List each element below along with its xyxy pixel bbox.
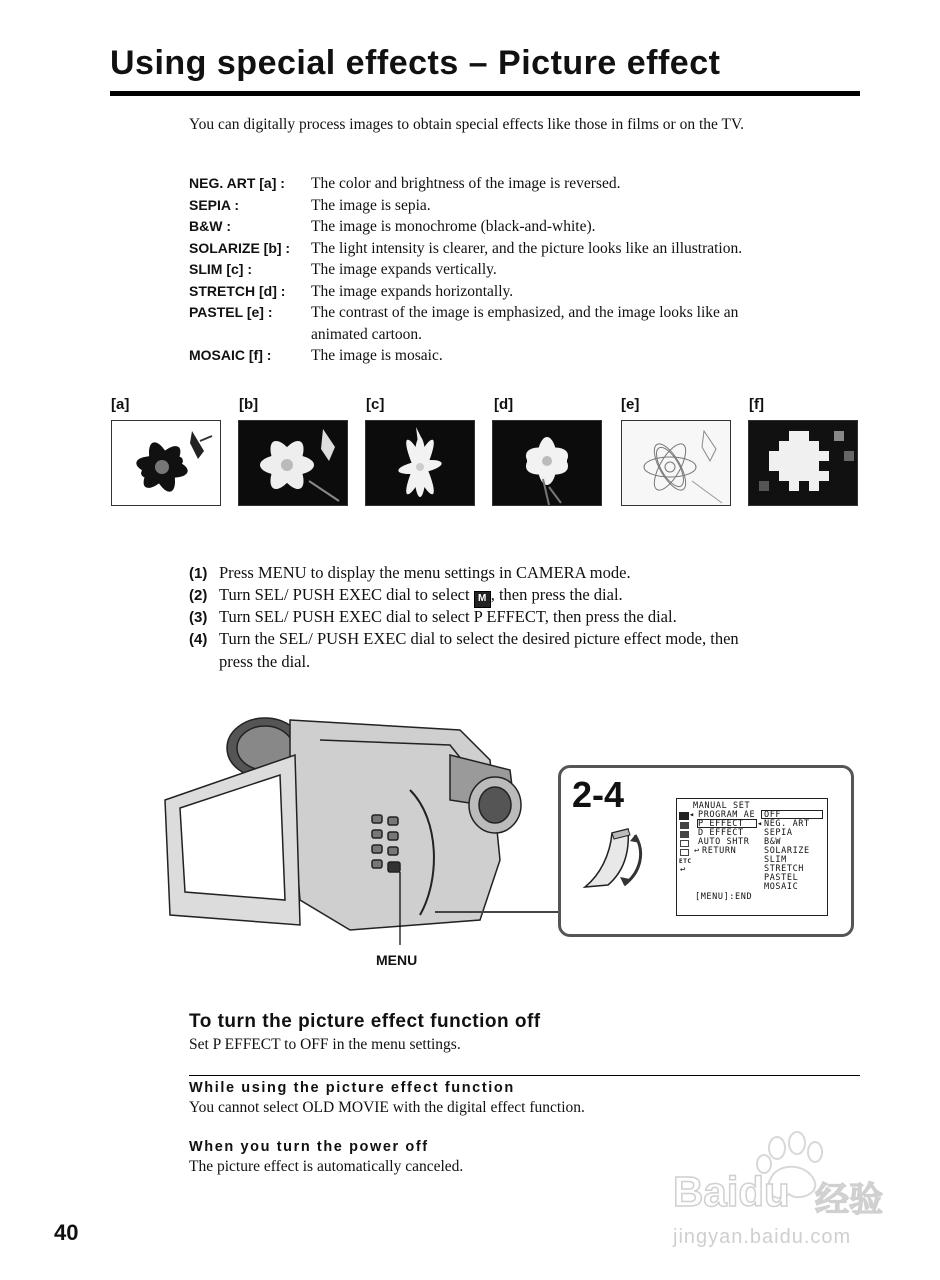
watermark-brand-cn: 经验 (815, 1181, 883, 1219)
effect-desc-continued: animated cartoon. (311, 326, 423, 343)
effect-item (189, 302, 739, 323)
effect-desc: The image expands vertically. (311, 261, 497, 278)
baidu-watermark (665, 1128, 915, 1268)
effect-item (189, 216, 596, 237)
menu-footer: [MENU]:END (695, 892, 753, 902)
turn-off-heading: To turn the picture effect function off (189, 1011, 541, 1032)
effect-desc: The image is monochrome (black-and-white). (311, 218, 596, 235)
watermark-brand: Baidu (673, 1168, 790, 1215)
step-text: Turn SEL/ PUSH EXEC dial to select (219, 585, 474, 604)
thumb-label-e: [e] (621, 396, 640, 413)
etc-icon: ETC (679, 858, 692, 865)
thumbnail-slim (365, 420, 475, 506)
menu-item: P EFFECT (698, 819, 744, 829)
thumbnail-stretch (492, 420, 602, 506)
thumb-label-a: [a] (111, 396, 130, 413)
cm-set-icon (680, 849, 689, 856)
step-text: Turn SEL/ PUSH EXEC dial to select P EFFECT, then press the dial. (219, 607, 677, 626)
lcd-set-icon (680, 840, 689, 847)
note-text: You cannot select OLD MOVIE with the digital effect function. (189, 1099, 585, 1116)
step-number: (1) (189, 565, 208, 582)
step-text-after: , then press the dial. (490, 585, 623, 604)
return-icon: ↩ (680, 865, 687, 875)
thumb-label-c: [c] (366, 396, 385, 413)
effect-item (189, 238, 743, 259)
callout-step-number: 2-4 (572, 774, 625, 815)
manual-set-icon (679, 812, 689, 820)
menu-option: OFF (764, 810, 782, 820)
effect-term: SEPIA : (189, 197, 240, 213)
thumb-label-f: [f] (749, 396, 764, 413)
menu-option: SOLARIZE (764, 846, 810, 856)
effect-item (189, 173, 621, 194)
menu-option: B&W (764, 837, 782, 847)
step-3 (189, 606, 677, 629)
dial-rotate-icon (580, 825, 650, 890)
page-number: 40 (54, 1220, 79, 1245)
menu-item: AUTO SHTR (698, 837, 750, 847)
step-number: (2) (189, 587, 208, 604)
menu-screen (676, 798, 828, 916)
page-title: Using special effects – Picture effect (110, 44, 721, 82)
cursor-icon: ◂ (689, 810, 695, 820)
step-number: (3) (189, 609, 208, 626)
turn-off-text: Set P EFFECT to OFF in the menu settings. (189, 1036, 461, 1053)
effect-desc: The image expands horizontally. (311, 283, 514, 300)
camera-set-icon (680, 822, 689, 829)
effect-term: MOSAIC [f] : (189, 347, 272, 363)
effect-desc: The image is sepia. (311, 197, 431, 214)
menu-item: D EFFECT (698, 828, 744, 838)
note-text: The picture effect is automatically canceled. (189, 1158, 464, 1175)
effect-desc: The color and brightness of the image is reversed. (311, 175, 621, 192)
effect-term: STRETCH [d] : (189, 283, 286, 299)
effect-desc: The image is mosaic. (311, 347, 443, 364)
menu-header: MANUAL SET (693, 801, 751, 811)
note-heading: While using the picture effect function (189, 1080, 515, 1096)
manual-set-icon: M (474, 591, 491, 608)
watermark-url: jingyan.baidu.com (673, 1226, 852, 1248)
return-arrow-icon: ↩ (694, 846, 700, 856)
thumb-label-b: [b] (239, 396, 259, 413)
step-number: (4) (189, 631, 208, 648)
intro-paragraph: You can digitally process images to obtain special effects like those in films or on the TV. (189, 116, 745, 133)
menu-option: SLIM (764, 855, 787, 865)
menu-option: STRETCH (764, 864, 805, 874)
notes-rule (189, 1075, 860, 1076)
menu-item: RETURN (702, 846, 737, 856)
step-4 (189, 628, 739, 651)
cursor-icon: ◂ (757, 819, 763, 829)
effect-item (189, 259, 497, 280)
menu-item: PROGRAM AE (698, 810, 756, 820)
step-text: Press MENU to display the menu settings in CAMERA mode. (219, 563, 631, 582)
step-text: Turn the SEL/ PUSH EXEC dial to select the desired picture effect mode, then (219, 629, 739, 648)
effect-term: NEG. ART [a] : (189, 175, 285, 191)
menu-option: PASTEL (764, 873, 799, 883)
menu-button-label: MENU (376, 952, 418, 968)
effect-term: PASTEL [e] : (189, 304, 273, 320)
effect-item (189, 281, 514, 302)
title-rule (110, 91, 860, 96)
step-2 (189, 584, 623, 608)
vcr-set-icon (680, 831, 689, 838)
effect-item (189, 345, 443, 366)
thumbnail-pastel (621, 420, 731, 506)
thumbnail-mosaic (748, 420, 858, 506)
effect-term: B&W : (189, 218, 231, 234)
effect-desc: The light intensity is clearer, and the picture looks like an illustration. (311, 240, 743, 257)
effect-item (189, 195, 431, 216)
step-1 (189, 562, 631, 585)
camcorder-illustration (150, 700, 570, 960)
effect-desc: The contrast of the image is emphasized, and the image looks like an (311, 304, 739, 321)
note-heading: When you turn the power off (189, 1139, 429, 1155)
menu-option: NEG. ART (764, 819, 810, 829)
effect-term: SOLARIZE [b] : (189, 240, 291, 256)
thumb-label-d: [d] (494, 396, 514, 413)
menu-option: MOSAIC (764, 882, 799, 892)
thumbnail-neg-art (111, 420, 221, 506)
thumbnail-solarize (238, 420, 348, 506)
menu-option: SEPIA (764, 828, 793, 838)
step-4-continued: press the dial. (219, 652, 311, 671)
effect-term: SLIM [c] : (189, 261, 252, 277)
